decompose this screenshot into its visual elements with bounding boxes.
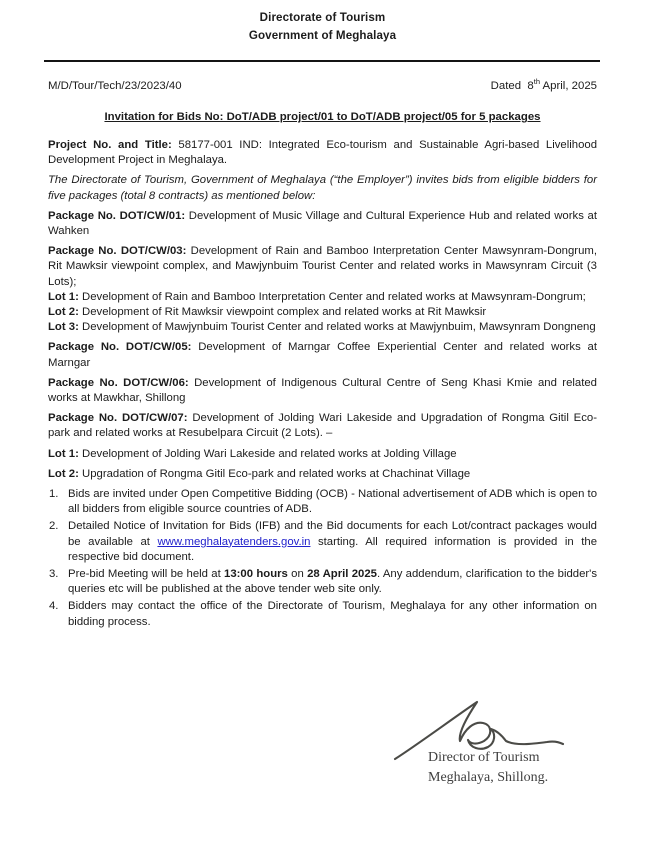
intro-paragraph: [48, 173, 597, 203]
text: Bids are invited under Open Competitive Bidding (OCB) - National advertisement of ADB which is open to all bidders from eligible source countries of ADB.: [68, 488, 598, 516]
date-prefix: Dated 8: [490, 80, 534, 92]
package-03: [48, 244, 597, 290]
signatory-location: Meghalaya, Shillong.: [428, 770, 549, 785]
text: Development of Indigenous Cultural Centre of Seng Khasi Kmie and related works at Mawkhar, Shillong: [48, 376, 597, 405]
document-title: Invitation for Bids No: DoT/ADB project/01 to DoT/ADB project/05 for 5 packages: [104, 111, 541, 123]
package-07-lot-1: [48, 447, 597, 462]
header-line-1: Directorate of Tourism: [259, 11, 386, 24]
list-number: 1.: [49, 488, 59, 501]
package-05: [48, 340, 597, 370]
bold-text: Lot 1:: [48, 290, 79, 303]
project-paragraph: [48, 138, 597, 168]
date-line: [491, 79, 597, 94]
list-item-1: [48, 487, 597, 517]
package-07-lot-2: [48, 467, 597, 482]
text: . Any addendum, clarification to the bidder's queries etc will be published at the above tender web site only.: [68, 568, 598, 596]
package-06: [48, 376, 597, 406]
package-01: [48, 209, 597, 239]
package-03-lot-3: [48, 320, 597, 335]
list-text: [68, 520, 597, 562]
text: Development of Jolding Wari Lakeside and Upgradation of Rongma Gitil Eco-park and related works at Resubelpara Circuit (2 Lots). –: [48, 412, 597, 440]
signature-block: [392, 697, 587, 797]
bold-text: Package No. DOT/CW/01:: [48, 209, 186, 222]
horizontal-rule: [44, 60, 600, 62]
tender-website-link[interactable]: www.meghalayatenders.gov.in: [157, 535, 311, 548]
text: The Directorate of Tourism, Government of Meghalaya (“the Employer”) invites bids from eligible bidders for five packages (total 8 contracts) as mentioned below:: [48, 174, 597, 202]
bold-text: Lot 2:: [48, 306, 79, 319]
list-item-3: [48, 567, 597, 597]
bold-text: Project No. and Title:: [48, 139, 172, 151]
header-line-2: Government of Meghalaya: [248, 29, 397, 42]
text: Detailed Notice of Invitation for Bids (IFB) and the Bid documents for each Lot/contract packages would be available at: [68, 520, 597, 548]
text: Development of Mawjynbuim Tourist Center and related works at Mawjynbuim, Mawsynram Dongneng: [78, 321, 596, 334]
signatory-text: [428, 748, 548, 788]
reference-row: [48, 79, 597, 94]
date-ordinal-suffix: th: [533, 77, 540, 87]
bold-text: Package No. DOT/CW/07:: [48, 412, 188, 425]
text: Development of Music Village and Cultural Experience Hub and related works at Wahken: [48, 209, 597, 238]
package-03-lot-1: [48, 290, 597, 305]
list-number: 2.: [49, 520, 59, 533]
list-item-2: [48, 519, 597, 565]
numbered-list: [48, 487, 597, 630]
bold-text: Package No. DOT/CW/06:: [48, 376, 189, 389]
bold-text: 13:00 hours: [224, 568, 288, 581]
text: 58177-001 IND: Integrated Eco-tourism and Sustainable Agri-based Livelihood Development Project in Meghalaya.: [48, 139, 598, 167]
signatory-title: Director of Tourism: [428, 750, 540, 765]
bold-text: Package No. DOT/CW/05:: [48, 341, 192, 354]
list-text: [68, 568, 597, 595]
bold-text: Lot 3:: [48, 321, 79, 334]
text: Development of Jolding Wari Lakeside and related works at Jolding Village: [78, 447, 457, 460]
text: on: [287, 568, 308, 581]
date-rest: April, 2025: [540, 80, 597, 92]
bold-text: Lot 2:: [48, 467, 79, 480]
text: Upgradation of Rongma Gitil Eco-park and related works at Chachinat Village: [78, 467, 471, 480]
list-text: [68, 600, 597, 627]
document-body: [48, 138, 597, 482]
bold-text: Lot 1:: [48, 447, 79, 460]
text: Development of Marngar Coffee Experiential Center and related works at Marngar: [48, 341, 597, 369]
list-text: [68, 488, 597, 515]
package-07: [48, 411, 597, 441]
text: Development of Rit Mawksir viewpoint complex and related works at Rit Mawksir: [78, 306, 487, 319]
reference-number: M/D/Tour/Tech/23/2023/40: [48, 80, 182, 92]
text: Pre-bid Meeting will be held at: [68, 568, 225, 581]
text: Development of Rain and Bamboo Interpretation Center Mawsynram-Dongrum, Rit Mawksir viewpoint complex, and Mawjynbuim Tourist Center and related works in Mawsynram Circuit (3 Lots);: [48, 245, 597, 288]
text: Development of Rain and Bamboo Interpretation Center and related works at Mawsynram-Dongrum;: [78, 290, 586, 303]
bold-text: Package No. DOT/CW/03:: [48, 245, 187, 258]
list-number: 3.: [49, 568, 59, 581]
package-03-lot-2: [48, 305, 597, 320]
text: Bidders may contact the office of the Directorate of Tourism, Meghalaya for any other information on bidding process.: [68, 600, 597, 628]
list-number: 4.: [49, 600, 59, 613]
list-item-4: [48, 599, 597, 629]
document-header: [48, 9, 597, 45]
bold-text: 28 April 2025: [307, 568, 377, 581]
text: starting. All required information is provided in the respective bid document.: [68, 535, 598, 563]
